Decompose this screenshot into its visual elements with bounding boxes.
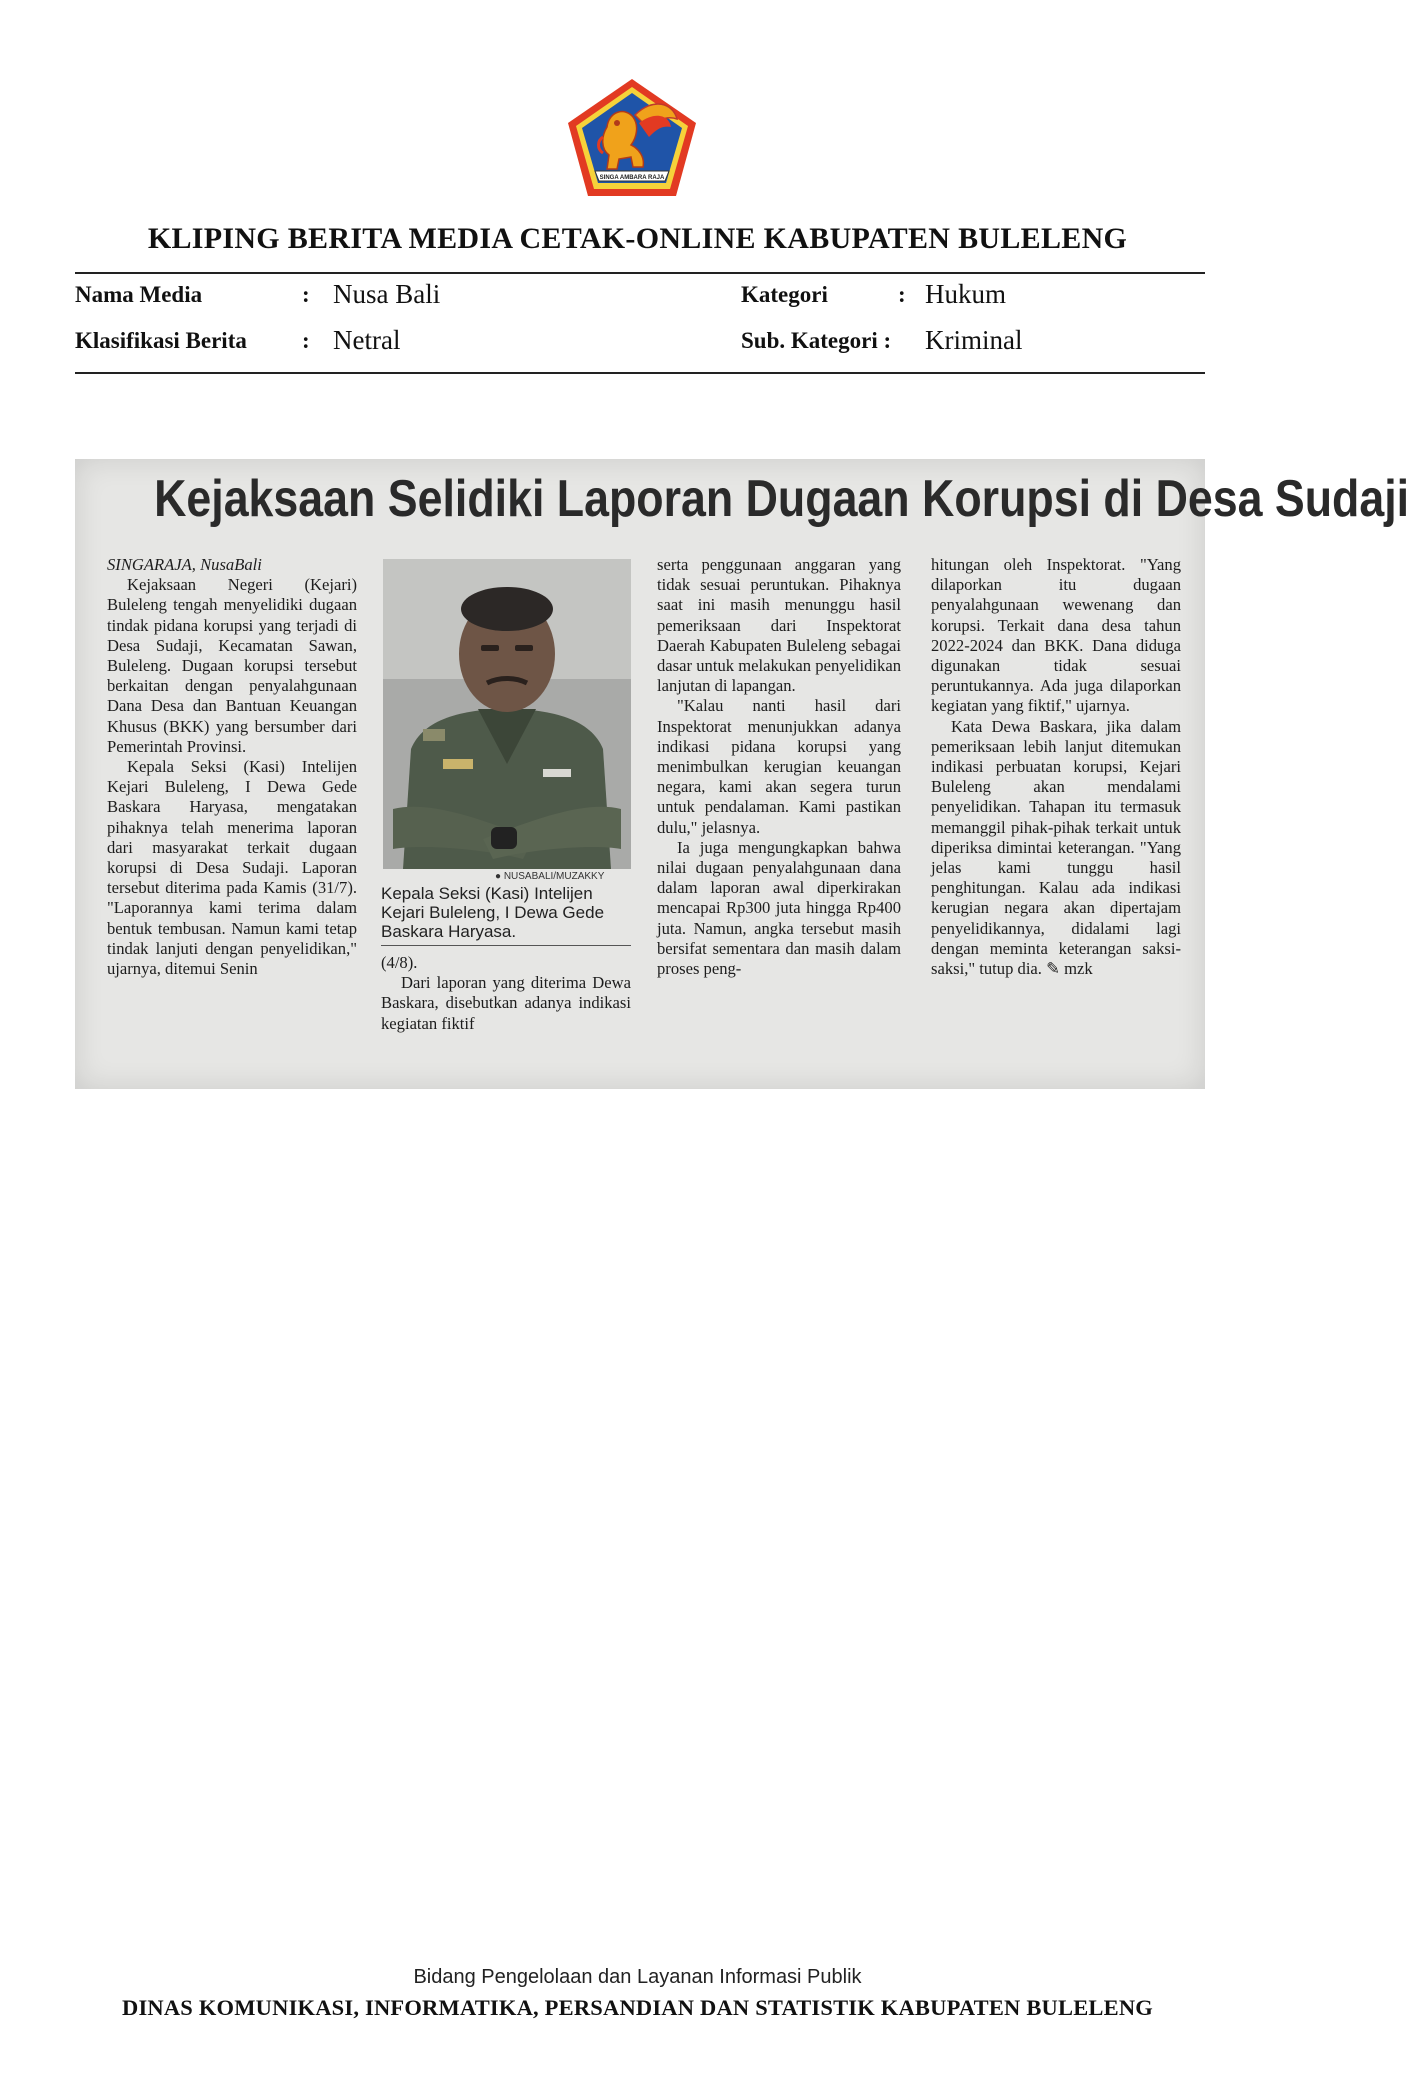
article-paragraph: Kepala Seksi (Kasi) Intelijen Kejari Buleleng, I Dewa Gede Baskara Haryasa, mengatakan pihaknya telah menerima laporan dari masyarakat terkait dugaan korupsi di Desa Sudaji. Laporan tersebut diterima pada Kamis (31/7). "Laporannya kami terima dalam bentuk tembusan. Namun kami tetap tindak lanjuti dengan penyelidikan," ujarnya, ditemui Senin bbox=[107, 757, 357, 979]
article-paragraph: (4/8). bbox=[381, 953, 418, 972]
article-paragraph: hitungan oleh Inspektorat. "Yang dilaporkan itu dugaan penyalahgunaan wewenang dan korupsi. Terkait dana desa tahun 2022-2024 dan BKK. Dana diduga digunakan tidak sesuai peruntukannya. Ada juga dilaporkan kegiatan yang fiktif," ujarnya. bbox=[931, 555, 1181, 716]
klasifikasi-label: Klasifikasi Berita bbox=[75, 328, 247, 353]
photo-caption: Kepala Seksi (Kasi) Intelijen Kejari Buleleng, I Dewa Gede Baskara Haryasa. bbox=[381, 884, 605, 941]
singa-ambara-raja-emblem-icon bbox=[565, 75, 700, 200]
article-column-4 bbox=[931, 555, 1181, 979]
article-dateline: SINGARAJA, NusaBali bbox=[107, 555, 262, 574]
nama-media-colon: : bbox=[302, 282, 310, 307]
article-photo bbox=[383, 559, 631, 869]
caption-divider bbox=[381, 945, 631, 946]
logo-motto: SINGA AMBARA RAJA bbox=[599, 175, 665, 181]
footer-department: Bidang Pengelolaan dan Layanan Informasi Publik bbox=[413, 1966, 862, 1988]
kategori-value: Hukum bbox=[925, 279, 1006, 309]
article-column-1 bbox=[107, 555, 357, 979]
officer-portrait-icon bbox=[383, 559, 631, 869]
article-paragraph: Kejaksaan Negeri (Kejari) Buleleng tengah menyelidiki dugaan tindak pidana korupsi yang terjadi di Desa Sudaji, Kecamatan Sawan, Buleleng. Dugaan korupsi tersebut berkaitan dengan penyalahgunaan Dana Desa dan Bantuan Keuangan Khusus (BKK) yang bersumber dari Pemerintah Provinsi. bbox=[107, 575, 357, 756]
klasifikasi-value: Netral bbox=[333, 325, 401, 355]
footer-agency: DINAS KOMUNIKASI, INFORMATIKA, PERSANDIAN DAN STATISTIK KABUPATEN BULELENG bbox=[122, 1995, 1153, 2020]
nama-media-value: Nusa Bali bbox=[333, 279, 441, 309]
nama-media-label: Nama Media bbox=[75, 282, 203, 307]
article-headline: Kejaksaan Selidiki Laporan Dugaan Korupsi di Desa Sudaji bbox=[154, 470, 1409, 528]
document-title: KLIPING BERITA MEDIA CETAK-ONLINE KABUPATEN BULELENG bbox=[147, 222, 1128, 255]
sub-kategori-label: Sub. Kategori : bbox=[741, 328, 892, 353]
article-column-3 bbox=[657, 555, 901, 979]
kategori-colon: : bbox=[898, 282, 906, 307]
photo-credit: ● NUSABALI/MUZAKKY bbox=[495, 871, 605, 882]
article-paragraph: "Kalau nanti hasil dari Inspektorat menunjukkan adanya indikasi pidana korupsi yang menimbulkan kerugian keuangan negara, kami akan segera turun untuk pendalaman. Kami pastikan dulu," jelasnya. bbox=[657, 696, 901, 837]
header-bottom-divider bbox=[75, 372, 1205, 374]
article-paragraph: Ia juga mengungkapkan bahwa nilai dugaan penyalahgunaan dana dalam laporan awal diperkirakan mencapai Rp300 juta hingga Rp400 juta. Namun, angka tersebut masih bersifat sementara dan masih dalam proses peng- bbox=[657, 837, 901, 979]
news-clipping bbox=[75, 459, 1409, 1089]
kategori-label: Kategori bbox=[741, 282, 828, 307]
article-paragraph: Dari laporan yang diterima Dewa Baskara, disebutkan adanya indikasi kegiatan fiktif bbox=[381, 973, 631, 1033]
article-paragraph: Kata Dewa Baskara, jika dalam pemeriksaan lebih lanjut ditemukan indikasi perbuatan korupsi, Kejari Buleleng akan mendalami penyelidikan. Tahapan itu termasuk memanggil pihak-pihak terkait untuk diperiksa dimintai keterangan. "Yang jelas kami tunggu hasil penghitungan. Kalau ada indikasi kerugian negara akan dipertajam penyelidikannya, didalami lagi dengan meminta keterangan saksi-saksi," tutup dia. ✎ mzk bbox=[931, 716, 1181, 979]
article-paragraph: serta penggunaan anggaran yang tidak sesuai peruntukan. Pihaknya saat ini masih menunggu hasil pemeriksaan dari Inspektorat Daerah Kabupaten Buleleng sebagai dasar untuk melakukan penyelidikan lanjutan di lapangan. bbox=[657, 555, 901, 696]
sub-kategori-value: Kriminal bbox=[925, 325, 1023, 355]
regency-logo bbox=[565, 75, 700, 200]
klasifikasi-colon: : bbox=[302, 328, 310, 353]
article-column-2 bbox=[381, 953, 631, 1034]
header-top-divider bbox=[75, 272, 1205, 274]
